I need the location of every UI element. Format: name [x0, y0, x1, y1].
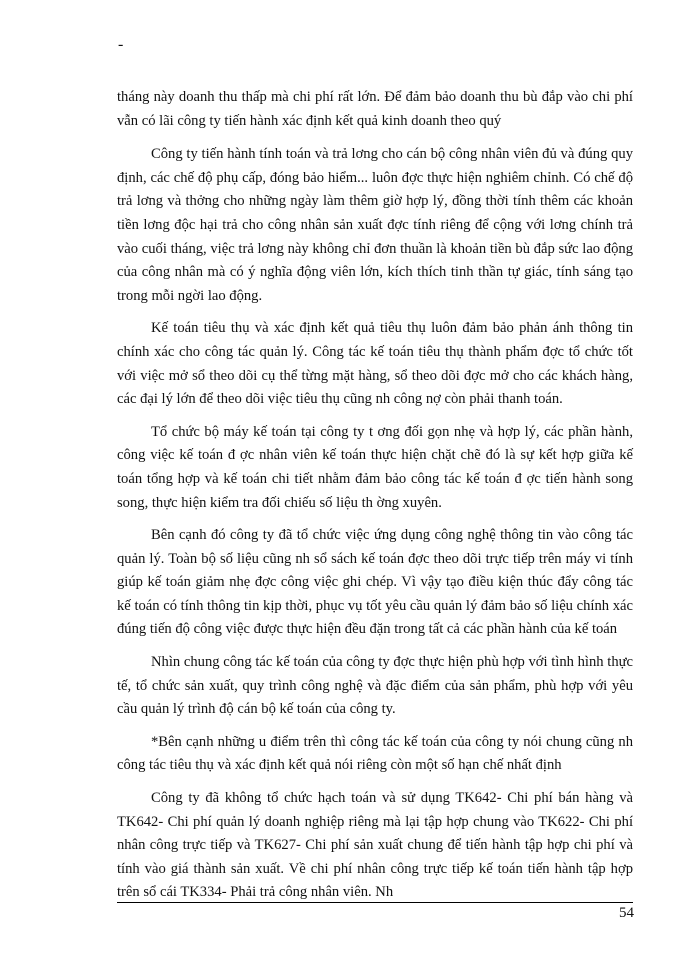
paragraph-continuation: tháng này doanh thu thấp mà chi phí rất lớn. Để đảm bảo doanh thu bù đắp vào chi phí vẫn có lãi công ty tiến hành xác định kết quả kinh doanh theo quý: [117, 89, 633, 129]
paragraph-sales-accounting: Kế toán tiêu thụ và xác định kết quả tiêu thụ luôn đảm bảo phản ánh thông tin chính xác cho công tác quản lý. Công tác kế toán tiêu thụ thành phẩm đợc tổ chức tốt với việc mở sổ theo dõi cụ thể từng mặt hàng, sổ theo dõi đợc mở cho các khách hàng, các đại lý lớn để theo dõi việc tiêu thụ cũng nh công nợ còn phải thanh toán.: [117, 320, 633, 408]
footer-divider: [117, 902, 633, 903]
header-mark: -: [118, 36, 124, 53]
page-number: 54: [619, 905, 634, 921]
paragraph-accounting-structure: Tổ chức bộ máy kế toán tại công ty t ơng đối gọn nhẹ và hợp lý, các phần hành, công việc kế toán đ ợc nhân viên kế toán thực hiện chặt chẽ đó là sự kết hợp giữa kế toán tổng hợp và kế toán chi tiết nhằm đảm bảo công tác kế toán đ ợc tiến hành song song, thực hiện kiểm tra đối chiếu số liệu th ờng xuyên.: [117, 423, 633, 511]
paragraph-it-application: Bên cạnh đó công ty đã tổ chức việc ứng dụng công nghệ thông tin vào công tác quản lý. Toàn bộ số liệu cũng nh sổ sách kế toán đợc theo dõi trực tiếp trên máy vi tính giúp kế toán giảm nhẹ đợc công việc ghi chép. Vì vậy tạo điều kiện thúc đẩy công tác kế toán có tính thông tin kịp thời, phục vụ tốt yêu cầu quản lý đảm bảo số liệu chính xác đúng tiến độ công việc được thực hiện đều đặn trong tất cả các phần hành của kế toán: [117, 527, 633, 638]
paragraph-limitations: *Bên cạnh những u điểm trên thì công tác kế toán của công ty nói chung cũng nh công tác tiêu thụ và xác định kết quả nói riêng còn một số hạn chế nhất định: [117, 733, 633, 774]
paragraph-salary: Công ty tiến hành tính toán và trả lơng cho cán bộ công nhân viên đủ và đúng quy định, các chế độ phụ cấp, đóng bảo hiểm... luôn đợc thực hiện nghiêm chỉnh. Có chế độ trả lơng và thởng cho những ngày làm thêm giờ hợp lý, đồng thời tính thêm các khoản tiền lơng độc hại trả cho công nhân sản xuất đợc tính riêng để cộng với lơng chính trả vào cuối tháng, việc trả lơng này không chỉ đơn thuần là khoản tiền bù đắp sức lao động của công nhân mà có ý nghĩa động viên lớn, kích thích tinh thần tự giác, tính sáng tạo trong mỗi ngời lao động.: [117, 146, 633, 304]
paragraph-overall: Nhìn chung công tác kế toán của công ty đợc thực hiện phù hợp với tình hình thực tế, tổ chức sản xuất, quy trình công nghệ và đặc điểm của sản phẩm, phù hợp với yêu cầu quản lý trình độ cán bộ kế toán của công ty.: [117, 654, 633, 718]
body-text: [117, 86, 633, 914]
paragraph-cost-accounts: Công ty đã không tổ chức hạch toán và sử dụng TK642- Chi phí bán hàng và TK642- Chi phí quản lý doanh nghiệp riêng mà lại tập hợp chung vào TK622- Chi phí nhân công trực tiếp và TK627- Chi phí sản xuất chung để tiến hành tập hợp chi phí và tính vào giá thành sản xuất. Về chi phí nhân công trực tiếp kế toán tiến hành tập hợp trên sổ cái TK334- Phải trả công nhân viên. Nh: [117, 790, 633, 901]
